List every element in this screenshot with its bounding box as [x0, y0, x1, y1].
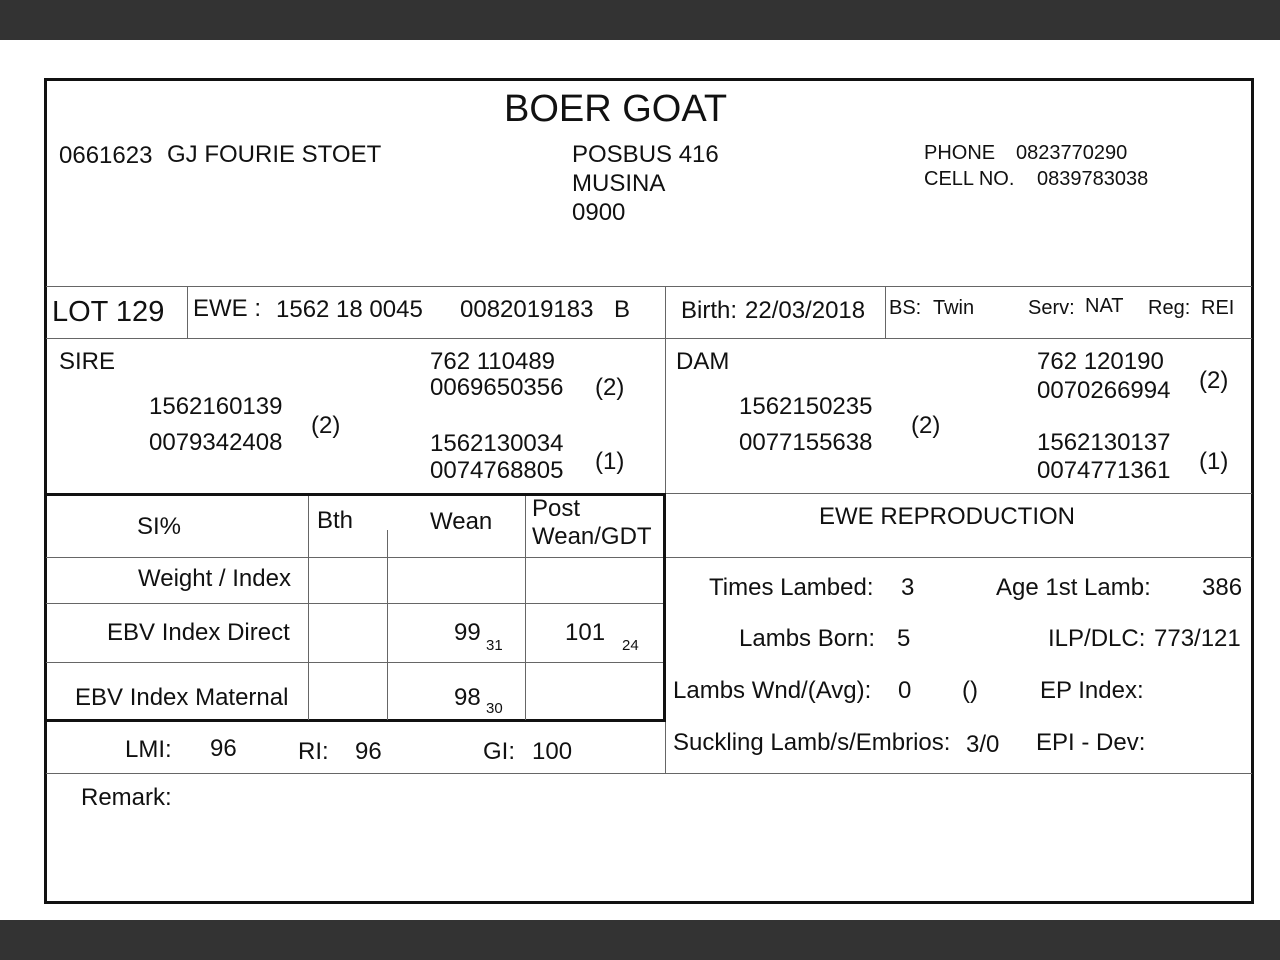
suckling-value: 3/0 — [966, 731, 1000, 758]
divider — [308, 496, 309, 720]
address-line-1: POSBUS 416 — [572, 141, 719, 168]
age-first-lamb-value: 386 — [1202, 574, 1243, 601]
divider — [885, 286, 886, 338]
direct-post-value: 101 — [565, 619, 606, 646]
divider — [387, 530, 388, 720]
maternal-wean-accuracy: 30 — [486, 700, 503, 717]
ilp-dlc-value: 773/121 — [1154, 625, 1241, 652]
dam-number: 1562150235 — [739, 393, 873, 420]
ewe-grade: B — [614, 296, 631, 323]
ewe-label: EWE : — [193, 295, 262, 322]
col-wean-header: Wean — [430, 508, 493, 535]
serv-value: NAT — [1085, 295, 1124, 317]
sire-grade: (2) — [311, 412, 341, 439]
bs-label: BS: — [889, 297, 922, 319]
ewe-number: 1562 18 0045 — [276, 296, 423, 323]
col-post-header: Post — [532, 495, 581, 522]
owner-name: GJ FOURIE STOET — [167, 141, 382, 168]
times-lambed-value: 3 — [901, 574, 915, 601]
lambs-weaned-value: 0 — [898, 677, 912, 704]
sire-dam-grade: (1) — [595, 448, 625, 475]
divider — [46, 662, 666, 663]
sire-dam-id: 0074768805 — [430, 457, 564, 484]
divider — [46, 338, 1252, 339]
si-percent-header: SI% — [137, 513, 182, 540]
dam-dam-id: 0074771361 — [1037, 457, 1171, 484]
divider — [46, 286, 1252, 287]
ri-label: RI: — [298, 738, 329, 765]
col-post-header-2: Wean/GDT — [532, 523, 652, 550]
birth-label: Birth: — [681, 297, 738, 324]
row-direct-label: EBV Index Direct — [107, 619, 290, 646]
dam-sire-grade: (2) — [1199, 367, 1229, 394]
divider — [46, 603, 666, 604]
ewe-id: 0082019183 — [460, 296, 594, 323]
row-maternal-label: EBV Index Maternal — [75, 684, 289, 711]
sire-number: 1562160139 — [149, 393, 283, 420]
sire-sire-number: 762 110489 — [430, 348, 556, 375]
cell-value: 0839783038 — [1037, 168, 1149, 190]
lambs-weaned-label: Lambs Wnd/(Avg): — [673, 677, 872, 704]
lot-number: LOT 129 — [52, 296, 165, 328]
phone-value: 0823770290 — [1016, 142, 1128, 164]
owner-id: 0661623 — [59, 142, 153, 169]
age-first-lamb-label: Age 1st Lamb: — [996, 574, 1151, 601]
suckling-label: Suckling Lamb/s/Embrios: — [673, 729, 951, 756]
bottom-bar — [0, 920, 1280, 960]
sire-dam-number: 1562130034 — [430, 430, 564, 457]
lambs-born-value: 5 — [897, 625, 911, 652]
col-bth-header: Bth — [317, 507, 354, 534]
direct-post-accuracy: 24 — [622, 637, 639, 654]
birth-date: 22/03/2018 — [745, 297, 866, 324]
divider — [663, 493, 666, 722]
lmi-value: 96 — [210, 735, 237, 762]
divider — [46, 719, 666, 722]
sire-sire-id: 0069650356 — [430, 374, 564, 401]
maternal-wean-value: 98 — [454, 684, 481, 711]
lambs-born-label: Lambs Born: — [739, 625, 876, 652]
ep-index-label: EP Index: — [1040, 677, 1144, 704]
divider — [46, 773, 1252, 774]
phone-label: PHONE — [924, 142, 996, 164]
bs-value: Twin — [933, 297, 975, 319]
top-bar — [0, 0, 1280, 40]
dam-label: DAM — [676, 348, 730, 375]
card-title: BOER GOAT — [504, 88, 728, 130]
divider — [525, 496, 526, 720]
times-lambed-label: Times Lambed: — [709, 574, 874, 601]
lmi-label: LMI: — [125, 736, 172, 763]
direct-wean-value: 99 — [454, 619, 481, 646]
gi-label: GI: — [483, 738, 516, 765]
dam-id: 0077155638 — [739, 429, 873, 456]
lambs-weaned-avg: () — [962, 677, 978, 704]
cell-label: CELL NO. — [924, 168, 1015, 190]
goat-card — [44, 78, 1254, 904]
reg-label: Reg: — [1148, 297, 1191, 319]
sire-sire-grade: (2) — [595, 374, 625, 401]
reg-value: REI — [1201, 297, 1235, 319]
gi-value: 100 — [532, 738, 573, 765]
ilp-dlc-label: ILP/DLC: — [1048, 625, 1146, 652]
direct-wean-accuracy: 31 — [486, 637, 503, 654]
dam-grade: (2) — [911, 412, 941, 439]
dam-dam-number: 1562130137 — [1037, 429, 1171, 456]
dam-sire-id: 0070266994 — [1037, 377, 1171, 404]
serv-label: Serv: — [1028, 297, 1075, 319]
row-weight-label: Weight / Index — [138, 565, 291, 592]
remark-label: Remark: — [81, 784, 172, 811]
address-line-2: MUSINA — [572, 170, 666, 197]
ri-value: 96 — [355, 738, 382, 765]
epi-dev-label: EPI - Dev: — [1036, 729, 1146, 756]
dam-sire-number: 762 120190 — [1037, 348, 1164, 375]
divider — [666, 493, 1252, 494]
reproduction-heading: EWE REPRODUCTION — [819, 503, 1076, 530]
sire-label: SIRE — [59, 348, 116, 375]
sire-id: 0079342408 — [149, 429, 283, 456]
address-line-3: 0900 — [572, 199, 626, 226]
dam-dam-grade: (1) — [1199, 448, 1229, 475]
divider — [46, 557, 1252, 558]
divider — [187, 286, 188, 338]
